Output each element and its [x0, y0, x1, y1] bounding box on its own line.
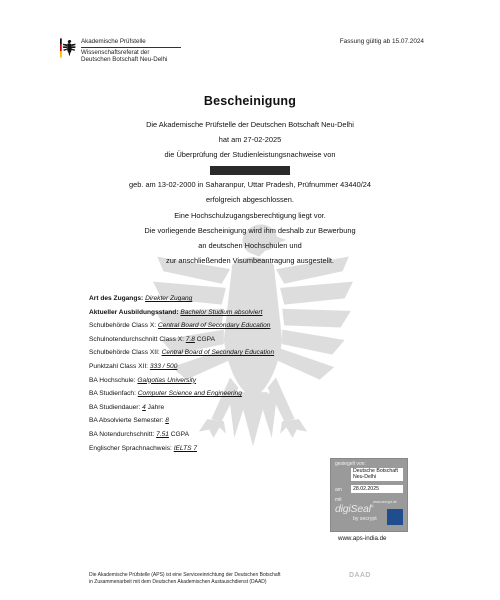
seal-label-am: am	[335, 487, 342, 493]
detail-row-grade-x	[89, 333, 274, 347]
detail-row-duration	[89, 401, 274, 415]
detail-value: 4	[142, 403, 146, 411]
organization-name: Akademische Prüfstelle	[81, 38, 146, 45]
detail-value: Bachelor Studium absolviert	[180, 308, 263, 316]
details-list	[89, 292, 274, 455]
detail-label: BA Hochschule:	[89, 376, 136, 384]
digiseal-brand: digiSeal	[335, 503, 371, 515]
validity-note: Fassung gültig ab 15.07.2024	[339, 38, 424, 45]
body-line: die Überprüfung der Studienleistungsnachweise von	[164, 150, 336, 160]
seal-issuer-line-1: Deutsche Botschaft	[353, 468, 398, 474]
detail-row-board-x	[89, 319, 274, 333]
organization-subtitle-2: Deutschen Botschaft Neu-Delhi	[81, 56, 168, 64]
seal-date-box	[351, 485, 403, 493]
seal-small-url: www.secrypt.de	[373, 500, 397, 504]
body-line: Eine Hochschulzugangsberechtigung liegt vor.	[174, 210, 326, 220]
detail-row-english	[89, 442, 274, 456]
detail-value: 7.8	[185, 335, 195, 343]
detail-label: Schulbehörde Class X:	[89, 322, 157, 330]
digital-seal	[330, 458, 408, 532]
detail-label: BA Absolvierte Semester:	[89, 417, 164, 425]
detail-value: Direkter Zugang	[145, 295, 193, 302]
detail-value: 333 / 500	[149, 362, 178, 370]
detail-value: 8	[165, 417, 169, 425]
footer-note	[89, 572, 280, 585]
organization-divider	[81, 47, 181, 48]
detail-row-education-level	[89, 306, 274, 320]
detail-value: Central Board of Secondary Education	[157, 322, 271, 330]
detail-value: 7.51	[156, 430, 169, 438]
detail-row-subject	[89, 387, 274, 401]
detail-suffix: Jahre	[145, 403, 165, 411]
redacted-name	[210, 166, 290, 175]
seal-label-top: gesiegelt von:	[335, 461, 366, 467]
detail-row-gpa	[89, 428, 274, 442]
body-line: Die vorliegende Bescheinigung wird ihm deshalb zur Bewerbung	[144, 225, 356, 235]
footer-line-2: in Zusammenarbeit mit dem Deutschen Akademischen Austauschdienst (DAAD)	[89, 578, 267, 585]
body-line: geb. am 13-02-2000 in Saharanpur, Uttar Pradesh, Prüfnummer 43440/24	[129, 180, 371, 190]
certificate-body	[0, 117, 500, 268]
seal-date: 28.02.2025	[353, 486, 379, 492]
detail-value: Galgotias University	[137, 376, 197, 384]
detail-value: Computer Science and Engineering	[137, 390, 242, 398]
website-url[interactable]: www.aps-india.de	[338, 535, 387, 542]
detail-label: Aktueller Ausbildungsstand:	[89, 308, 179, 316]
seal-issuer-line-2: Neu-Delhi	[353, 474, 377, 480]
seal-by-secrypt: by secrypt	[353, 516, 377, 522]
organization-block	[81, 38, 181, 64]
detail-row-semesters	[89, 414, 274, 428]
body-line: an deutschen Hochschulen und	[198, 240, 302, 250]
document-title: Bescheinigung	[203, 94, 297, 108]
detail-label: Schulbehörde Class XII:	[89, 349, 160, 357]
digiseal-reg-mark: ®	[370, 503, 374, 509]
detail-value: IELTS 7	[173, 444, 198, 452]
detail-value: Central Board of Secondary Education	[161, 349, 275, 357]
detail-suffix: CGPA	[168, 430, 189, 438]
body-line: hat am 27-02-2025	[218, 135, 282, 145]
redacted-name-line	[0, 162, 500, 177]
daad-logo: DAAD	[349, 572, 371, 579]
detail-label: Art des Zugangs:	[89, 295, 144, 302]
detail-label: Schulnotendurchschnitt Class X:	[89, 335, 184, 343]
body-line: Die Akademische Prüfstelle der Deutschen Botschaft Neu-Delhi	[146, 120, 354, 129]
detail-row-score-xii	[89, 360, 274, 374]
detail-label: BA Notendurchschnitt:	[89, 430, 155, 438]
detail-row-access-type	[89, 292, 274, 306]
detail-label: BA Studiendauer:	[89, 403, 141, 411]
detail-label: Englischer Sprachnachweis:	[89, 444, 172, 452]
seal-blue-square-icon	[387, 509, 403, 525]
seal-issuer-box	[351, 468, 403, 481]
seal-label-mit: mit	[335, 497, 342, 503]
footer-line-1: Die Akademische Prüfstelle (APS) ist eine Serviceeinrichtung der Deutschen Botschaft	[89, 572, 281, 578]
federal-eagle-icon	[60, 38, 76, 58]
detail-label: BA Studienfach:	[89, 390, 136, 398]
body-line: erfolgreich abgeschlossen.	[206, 195, 294, 205]
detail-label: Punktzahl Class XII:	[89, 362, 149, 370]
organization-subtitle-1: Wissenschaftsreferat der	[81, 48, 150, 56]
detail-suffix: CGPA	[194, 335, 215, 343]
digiseal-logo	[335, 503, 374, 515]
detail-row-university	[89, 374, 274, 388]
body-line: zur anschließenden Visumbeantragung ausgestellt.	[166, 255, 334, 265]
detail-row-board-xii	[89, 346, 274, 360]
